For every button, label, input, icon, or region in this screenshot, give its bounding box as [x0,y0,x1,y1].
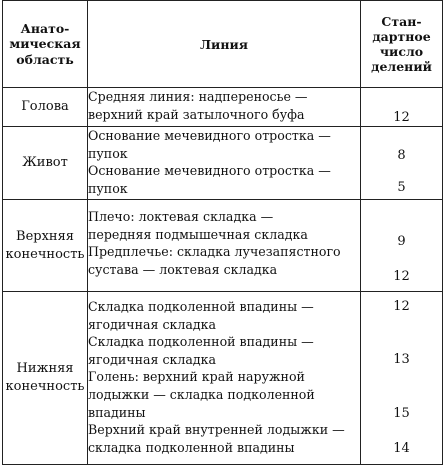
line-text: Основание мечевидного отростка — пупок [88,163,331,196]
division-count: 13 [393,352,410,367]
lines-cell [88,88,361,127]
header-num: Стан- дартное число делений [361,1,443,88]
division-count: 12 [393,299,410,314]
table-header-row [3,1,443,88]
line-text: Складка подколенной впадины — ягодичная складка [88,334,314,367]
line-text: Основание мечевидного отростка — пупок [88,128,331,161]
nums-cell [361,200,443,292]
line-text: Предплечье: складка лучезапястного сустава — локтевая складка [88,244,341,277]
lines-cell [88,127,361,200]
nums-cell [361,88,443,127]
area-cell: Голова [3,88,88,127]
division-count: 12 [393,110,410,125]
area-cell: Живот [3,127,88,200]
division-count: 15 [393,406,410,421]
lines-cell [88,200,361,292]
division-count: 14 [393,441,410,456]
line-text: Плечо: локтевая складка — передняя подмышечная складка [88,209,308,242]
division-count: 5 [397,180,406,195]
table-row-lower-limb [3,292,443,465]
table-row-abdomen [3,127,443,200]
nums-cell [361,292,443,465]
table-row-upper-limb [3,200,443,292]
line-text: Складка подколенной впадины — ягодичная складка [88,299,314,332]
header-line: Линия [88,1,361,88]
table-row-head [3,88,443,127]
nums-cell [361,127,443,200]
division-count: 9 [397,234,406,249]
line-text: Средняя линия: надпереносье — верхний край затылочного буфа [88,89,308,122]
area-cell: Верхняя конечность [3,200,88,292]
area-cell: Нижняя конечность [3,292,88,465]
header-area: Анато- мическая область [3,1,88,88]
anthropometry-table [2,0,443,465]
lines-cell [88,292,361,465]
division-count: 12 [393,269,410,284]
division-count: 8 [397,148,406,163]
line-text: Голень: верхний край наружной лодыжки — складка подколенной впадины [88,369,315,420]
line-text: Верхний край внутренней лодыжки — складка подколенной впадины [88,422,345,455]
